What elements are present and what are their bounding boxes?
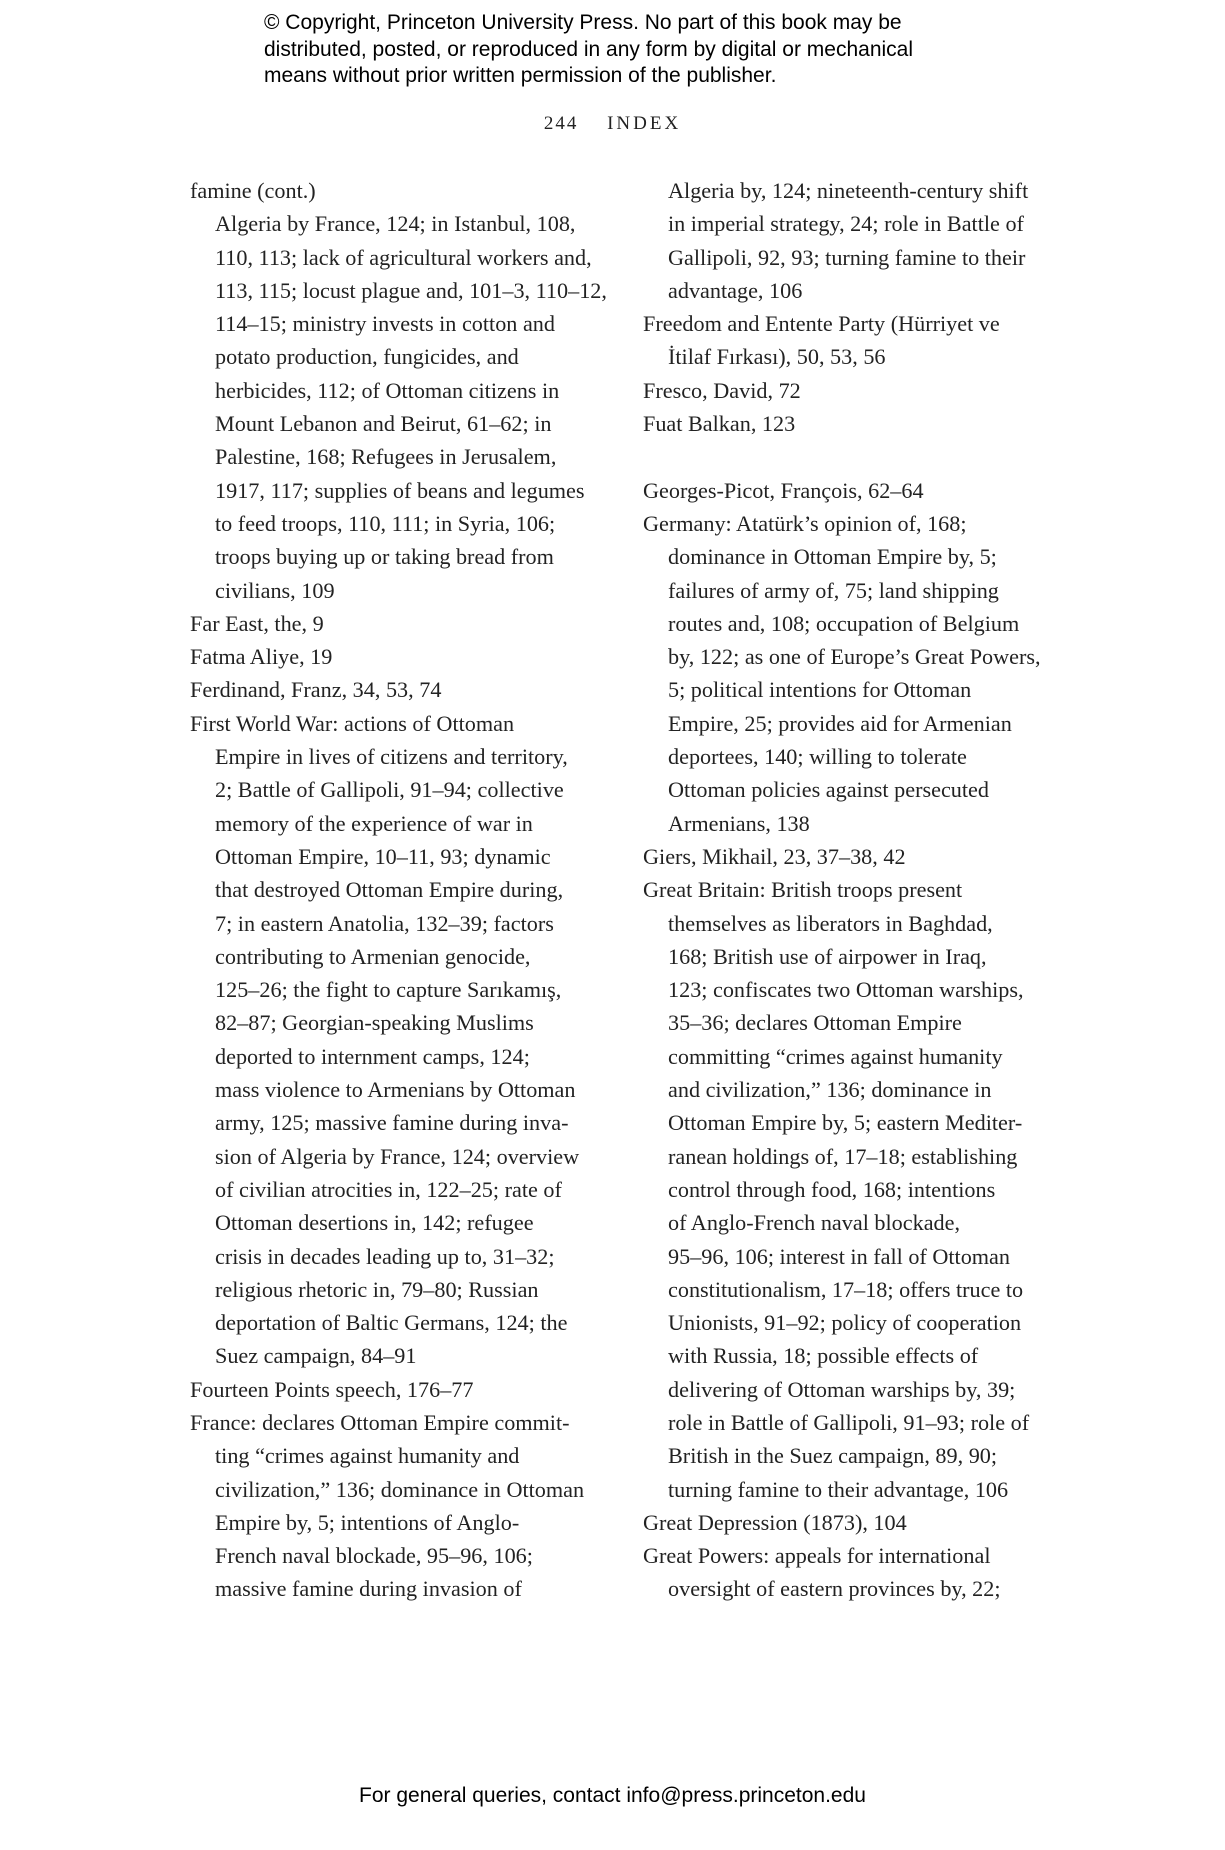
index-entry-line: ranean holdings of, 17–18; establishing	[668, 1143, 1018, 1169]
index-entry-line: failures of army of, 75; land shipping	[668, 577, 999, 603]
index-entry-line: Germany: Atatürk’s opinion of, 168;	[643, 510, 967, 536]
index-entry-line: First World War: actions of Ottoman	[190, 710, 515, 736]
index-entry-line: Algeria by, 124; nineteenth-century shift	[668, 178, 1029, 203]
index-entry-line: routes and, 108; occupation of Belgium	[668, 610, 1020, 636]
index-column-right	[643, 174, 1063, 1606]
index-entry-line: 114–15; ministry invests in cotton and	[215, 311, 555, 337]
running-head	[0, 113, 1225, 135]
index-entry-line: deportees, 140; willing to tolerate	[668, 744, 967, 770]
index-entry-line: of civilian atrocities in, 122–25; rate of	[215, 1176, 562, 1202]
index-entry-line: Georges-Picot, François, 62–64	[643, 477, 924, 503]
copyright-notice	[264, 10, 1024, 90]
index-entry-line: control through food, 168; intentions	[668, 1176, 996, 1202]
index-entry-line: Great Britain: British troops present	[643, 877, 963, 903]
index-entry-line: Ottoman desertions in, 142; refugee	[215, 1210, 534, 1236]
page-number: 244	[543, 113, 579, 134]
index-entry-line: Palestine, 168; Refugees in Jerusalem,	[215, 444, 557, 470]
index-entry-line: 35–36; declares Ottoman Empire	[668, 1010, 962, 1036]
index-entry-line: Algeria by France, 124; in Istanbul, 108,	[215, 211, 576, 237]
index-entry-line: of Anglo-French naval blockade,	[668, 1210, 961, 1236]
index-entry-line: Unionists, 91–92; policy of cooperation	[668, 1310, 1022, 1336]
index-entry-line: delivering of Ottoman warships by, 39;	[668, 1376, 1016, 1402]
index-entry-line: Mount Lebanon and Beirut, 61–62; in	[215, 411, 552, 437]
index-entry-line: deportation of Baltic Germans, 124; the	[215, 1310, 568, 1336]
index-entry-line: civilians, 109	[215, 577, 335, 603]
index-entry-line: themselves as liberators in Baghdad,	[668, 910, 993, 936]
index-entry-line: 113, 115; locust plague and, 101–3, 110–12,	[215, 277, 607, 303]
index-entry-line: with Russia, 18; possible effects of	[668, 1343, 979, 1369]
index-entry-line: committing “crimes against humanity	[668, 1043, 1003, 1069]
index-entry-line: Fresco, David, 72	[643, 377, 801, 403]
index-entry-line: 123; confiscates two Ottoman warships,	[668, 977, 1024, 1003]
index-entry-line: in imperial strategy, 24; role in Battle of	[668, 211, 1024, 237]
index-entry-line: to feed troops, 110, 111; in Syria, 106;	[215, 510, 556, 536]
index-entry-line: Armenians, 138	[668, 810, 810, 836]
index-entry-line: Ferdinand, Franz, 34, 53, 74	[190, 677, 442, 703]
index-entry-line: constitutionalism, 17–18; offers truce to	[668, 1276, 1024, 1302]
index-entry-line: massive famine during invasion of	[215, 1576, 522, 1602]
index-entry-line: 1917, 117; supplies of beans and legumes	[215, 477, 585, 503]
index-entry-line: advantage, 106	[668, 277, 803, 303]
index-entry-line: Great Powers: appeals for international	[643, 1543, 991, 1569]
index-entry-line: crisis in decades leading up to, 31–32;	[215, 1243, 555, 1269]
index-entry-line: deported to internment camps, 124;	[215, 1043, 530, 1069]
index-entry-line: mass violence to Armenians by Ottoman	[215, 1077, 576, 1103]
index-entry-line: religious rhetoric in, 79–80; Russian	[215, 1276, 539, 1302]
section-gap	[643, 440, 1063, 473]
index-entry-line: Gallipoli, 92, 93; turning famine to their	[668, 244, 1026, 270]
index-entry-line: turning famine to their advantage, 106	[668, 1476, 1009, 1502]
index-entry-line: contributing to Armenian genocide,	[215, 943, 531, 969]
index-entry-line: 95–96, 106; interest in fall of Ottoman	[668, 1243, 1010, 1269]
copyright-line: distributed, posted, or reproduced in any form by digital or mechanical	[264, 37, 914, 61]
index-column-left	[190, 174, 610, 1606]
index-entry-line: Ottoman Empire, 10–11, 93; dynamic	[215, 843, 551, 869]
index-entry-line: by, 122; as one of Europe’s Great Powers,	[668, 644, 1041, 670]
index-entry-line: France: declares Ottoman Empire commit-	[190, 1409, 570, 1435]
index-entry-line: 82–87; Georgian-speaking Muslims	[215, 1010, 534, 1036]
index-entry-line: İtilaf Fırkası), 50, 53, 56	[668, 344, 886, 370]
index-entry-line: sion of Algeria by France, 124; overview	[215, 1143, 580, 1169]
index-entry-line: Ottoman Empire by, 5; eastern Mediter-	[668, 1110, 1023, 1136]
index-entry-line: civilization,” 136; dominance in Ottoman	[215, 1476, 585, 1502]
index-entry-line: Giers, Mikhail, 23, 37–38, 42	[643, 843, 906, 869]
index-entry-line: British in the Suez campaign, 89, 90;	[668, 1443, 998, 1469]
index-entry-line: dominance in Ottoman Empire by, 5;	[668, 544, 997, 570]
index-entry-line: role in Battle of Gallipoli, 91–93; role of	[668, 1409, 1030, 1435]
index-entry-line: army, 125; massive famine during inva-	[215, 1110, 569, 1136]
index-entry-line: Fuat Balkan, 123	[643, 411, 796, 437]
copyright-line: © Copyright, Princeton University Press. No part of this book may be	[264, 11, 902, 34]
index-entry-line: Freedom and Entente Party (Hürriyet ve	[643, 311, 1000, 337]
index-entry-line: troops buying up or taking bread from	[215, 544, 554, 570]
index-entry-line: Empire in lives of citizens and territory,	[215, 744, 568, 770]
index-entry-line: Great Depression (1873), 104	[643, 1509, 907, 1535]
index-entry-line: ting “crimes against humanity and	[215, 1443, 520, 1469]
index-entry-line: French naval blockade, 95–96, 106;	[215, 1543, 533, 1569]
index-entry-line: 5; political intentions for Ottoman	[668, 677, 972, 703]
index-entry-line: and civilization,” 136; dominance in	[668, 1077, 992, 1103]
index-entry-line: Fourteen Points speech, 176–77	[190, 1376, 474, 1402]
index-entry-line: memory of the experience of war in	[215, 810, 533, 836]
index-entry-line: potato production, fungicides, and	[215, 344, 519, 370]
index-entry-line: Empire, 25; provides aid for Armenian	[668, 710, 1012, 736]
index-entry-line: Suez campaign, 84–91	[215, 1343, 417, 1369]
copyright-line: means without prior written permission of the publisher.	[264, 64, 777, 87]
section-label: INDEX	[607, 113, 682, 134]
index-entry-line: 2; Battle of Gallipoli, 91–94; collective	[215, 777, 564, 803]
index-entry-line: 168; British use of airpower in Iraq,	[668, 943, 987, 969]
index-entry-line: 125–26; the fight to capture Sarıkamış,	[215, 977, 562, 1003]
index-entry-line: 7; in eastern Anatolia, 132–39; factors	[215, 910, 554, 936]
index-entry-line: 110, 113; lack of agricultural workers and,	[215, 244, 592, 270]
index-entry-line: Far East, the, 9	[190, 610, 324, 636]
footer-contact: For general queries, contact info@press.princeton.edu	[359, 1784, 866, 1807]
index-entry-line: herbicides, 112; of Ottoman citizens in	[215, 377, 560, 403]
index-entry-line: Empire by, 5; intentions of Anglo-	[215, 1509, 520, 1535]
index-entry-line: famine (cont.)	[190, 178, 316, 203]
index-entry-line: that destroyed Ottoman Empire during,	[215, 877, 564, 903]
index-entry-line: Fatma Aliye, 19	[190, 644, 333, 670]
index-entry-line: Ottoman policies against persecuted	[668, 777, 990, 803]
index-entry-line: oversight of eastern provinces by, 22;	[668, 1576, 1001, 1602]
